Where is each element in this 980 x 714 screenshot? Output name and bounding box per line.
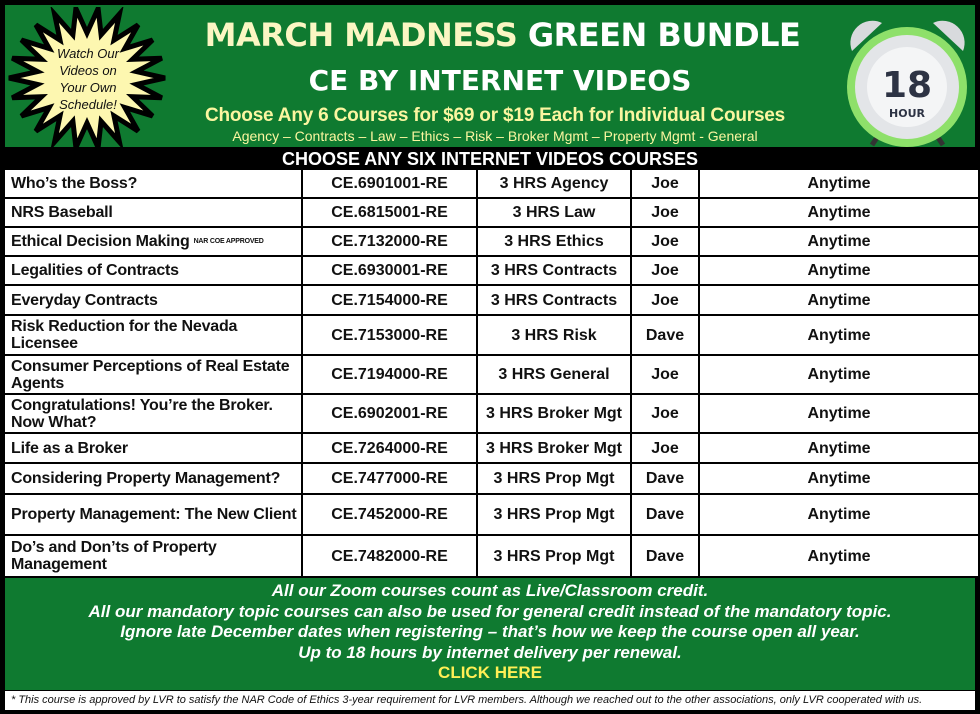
course-schedule xyxy=(700,356,978,393)
course-instructor-text: Joe xyxy=(651,405,679,422)
course-hours xyxy=(478,228,632,255)
course-hours-text: 3 HRS Contracts xyxy=(490,291,618,309)
course-hours-text: 3 HRS Contracts xyxy=(490,262,618,279)
course-code-text: CE.6815001-RE xyxy=(331,204,448,221)
course-hours xyxy=(478,434,632,462)
course-title-text: Life as a Broker xyxy=(11,439,128,457)
course-hours-text: 3 HRS Broker Mgt xyxy=(485,439,623,457)
course-code xyxy=(303,536,478,576)
footer-line: All our mandatory topic courses can also be used for general credit instead of the mandatory topic. xyxy=(88,601,892,621)
starburst-text xyxy=(38,45,138,113)
course-hours-text: 3 HRS Risk xyxy=(511,326,597,344)
course-instructor-text: Dave xyxy=(645,470,685,487)
course-instructor-text: Dave xyxy=(645,506,685,523)
burst-line: Videos on xyxy=(59,63,117,78)
click-here-link[interactable]: CLICK HERE xyxy=(438,663,542,682)
burst-line: Schedule! xyxy=(59,97,117,112)
alarm-clock-icon xyxy=(840,13,975,148)
course-schedule-text: Anytime xyxy=(807,175,871,192)
course-instructor xyxy=(632,228,700,255)
info-footer xyxy=(5,578,975,690)
course-hours xyxy=(478,257,632,284)
course-schedule xyxy=(700,257,978,284)
course-code-text: CE.7477000-RE xyxy=(331,470,448,487)
table-row[interactable] xyxy=(5,199,978,228)
footer-line: Up to 18 hours by internet delivery per renewal. xyxy=(298,642,682,662)
course-hours xyxy=(478,286,632,314)
course-code xyxy=(303,286,478,314)
course-schedule xyxy=(700,395,978,432)
course-title-text: Everyday Contracts xyxy=(11,291,158,309)
course-title xyxy=(5,199,303,226)
course-hours xyxy=(478,356,632,393)
course-schedule xyxy=(700,536,978,576)
table-row[interactable] xyxy=(5,228,978,257)
course-code-text: CE.6902001-RE xyxy=(331,405,448,422)
course-code xyxy=(303,356,478,393)
course-schedule-text: Anytime xyxy=(807,291,871,309)
course-schedule-text: Anytime xyxy=(807,547,871,565)
course-schedule xyxy=(700,495,978,534)
course-title xyxy=(5,536,303,576)
table-row[interactable] xyxy=(5,464,978,495)
course-instructor xyxy=(632,395,700,432)
course-instructor-text: Joe xyxy=(651,366,679,383)
table-row[interactable] xyxy=(5,536,978,578)
topics-text: Agency – Contracts – Law – Ethics – Risk – Broker Mgmt – Property Mgmt - General xyxy=(232,128,758,144)
offer-text: Choose Any 6 Courses for $69 or $19 Each for Individual Courses xyxy=(204,105,786,126)
course-code-text: CE.7153000-RE xyxy=(331,326,448,344)
course-instructor-text: Dave xyxy=(645,547,685,565)
course-hours xyxy=(478,464,632,493)
course-hours xyxy=(478,536,632,576)
course-code-text: CE.7452000-RE xyxy=(331,506,448,523)
course-title xyxy=(5,228,303,255)
course-title xyxy=(5,356,303,393)
course-hours-text: 3 HRS Broker Mgt xyxy=(485,405,623,422)
course-instructor xyxy=(632,356,700,393)
table-row[interactable] xyxy=(5,170,978,199)
table-row[interactable] xyxy=(5,257,978,286)
course-title-text: Legalities of Contracts xyxy=(11,262,179,279)
burst-line: Your Own xyxy=(59,80,117,95)
course-code-text: CE.7482000-RE xyxy=(331,547,448,565)
course-instructor xyxy=(632,464,700,493)
course-code-text: CE.7264000-RE xyxy=(331,439,448,457)
table-title: CHOOSE ANY SIX INTERNET VIDEOS COURSES xyxy=(281,149,699,169)
course-hours-text: 3 HRS Prop Mgt xyxy=(493,547,615,565)
course-hours-text: 3 HRS General xyxy=(498,366,610,383)
course-title-text: Ethical Decision Making xyxy=(11,233,190,250)
course-title-text: Who’s the Boss? xyxy=(11,175,138,192)
course-code xyxy=(303,316,478,354)
course-title-text: Risk Reduction for the Nevada Licensee xyxy=(11,318,238,352)
course-hours-text: 3 HRS Prop Mgt xyxy=(493,506,615,523)
table-row[interactable] xyxy=(5,356,978,395)
course-schedule xyxy=(700,228,978,255)
banner-header xyxy=(5,5,975,147)
course-schedule-text: Anytime xyxy=(807,366,871,383)
course-code xyxy=(303,395,478,432)
course-title-text: NRS Baseball xyxy=(11,204,113,221)
course-instructor-text: Joe xyxy=(651,291,679,309)
course-code-text: CE.7132000-RE xyxy=(331,233,448,250)
course-hours-text: 3 HRS Ethics xyxy=(504,233,604,250)
page-title xyxy=(165,15,840,59)
course-hours-text: 3 HRS Law xyxy=(512,204,596,221)
course-title-text: Considering Property Management? xyxy=(11,470,281,487)
course-schedule-text: Anytime xyxy=(807,439,871,457)
course-schedule-text: Anytime xyxy=(807,262,871,279)
course-title-text: Do’s and Don’ts of Property Management xyxy=(11,539,217,573)
table-row[interactable] xyxy=(5,495,978,536)
burst-line: Watch Our xyxy=(57,46,119,61)
course-schedule-text: Anytime xyxy=(807,233,871,250)
course-schedule-text: Anytime xyxy=(807,506,871,523)
course-schedule-text: Anytime xyxy=(807,405,871,422)
footer-line: All our Zoom courses count as Live/Classroom credit. xyxy=(271,581,709,600)
course-instructor xyxy=(632,495,700,534)
course-instructor xyxy=(632,199,700,226)
course-hours-text: 3 HRS Prop Mgt xyxy=(493,470,615,487)
title-main: MARCH MADNESS xyxy=(204,16,518,54)
course-instructor xyxy=(632,434,700,462)
clock-label: HOUR xyxy=(889,107,925,120)
course-code xyxy=(303,170,478,197)
course-instructor xyxy=(632,257,700,284)
course-instructor-text: Joe xyxy=(651,175,679,192)
course-instructor-text: Joe xyxy=(651,262,679,279)
course-schedule-text: Anytime xyxy=(807,326,871,344)
course-instructor-text: Dave xyxy=(645,326,685,344)
course-title xyxy=(5,495,303,534)
course-title xyxy=(5,286,303,314)
course-instructor xyxy=(632,536,700,576)
course-instructor-text: Joe xyxy=(651,204,679,221)
course-hours-text: 3 HRS Agency xyxy=(499,175,609,192)
course-hours xyxy=(478,170,632,197)
course-table xyxy=(5,170,978,578)
course-schedule-text: Anytime xyxy=(807,470,871,487)
course-code-text: CE.7194000-RE xyxy=(331,366,448,383)
course-instructor xyxy=(632,316,700,354)
clock-number: 18 xyxy=(881,65,933,106)
course-code xyxy=(303,257,478,284)
course-schedule xyxy=(700,316,978,354)
footnote: * This course is approved by LVR to satisfy the NAR Code of Ethics 3-year requirement for LVR members. Although we reached out to the other associations, only LVR cooperated with us. xyxy=(5,691,975,710)
footer-line: Ignore late December dates when registering – that’s how we keep the course open all year. xyxy=(120,622,860,641)
course-code-text: CE.7154000-RE xyxy=(331,291,448,309)
course-schedule xyxy=(700,286,978,314)
subtitle: CE BY INTERNET VIDEOS xyxy=(308,64,692,97)
course-hours xyxy=(478,495,632,534)
course-code xyxy=(303,434,478,462)
course-hours xyxy=(478,316,632,354)
course-code-text: CE.6901001-RE xyxy=(331,175,448,192)
course-instructor-text: Joe xyxy=(651,233,679,250)
course-schedule xyxy=(700,170,978,197)
course-title xyxy=(5,434,303,462)
table-row[interactable] xyxy=(5,434,978,464)
course-instructor xyxy=(632,286,700,314)
course-code-text: CE.6930001-RE xyxy=(331,262,448,279)
nar-approved-note: NAR COE APPROVED xyxy=(193,238,264,245)
course-title xyxy=(5,316,303,354)
table-row[interactable] xyxy=(5,286,978,316)
course-title xyxy=(5,257,303,284)
course-schedule xyxy=(700,434,978,462)
course-code xyxy=(303,464,478,493)
course-title-text: Congratulations! You’re the Broker. Now What? xyxy=(11,396,273,431)
course-title-text: Consumer Perceptions of Real Estate Agents xyxy=(11,357,290,392)
course-instructor-text: Joe xyxy=(651,439,679,457)
course-instructor xyxy=(632,170,700,197)
title-accent: GREEN BUNDLE xyxy=(527,16,801,54)
course-schedule xyxy=(700,464,978,493)
course-hours xyxy=(478,395,632,432)
table-row[interactable] xyxy=(5,316,978,356)
course-code xyxy=(303,495,478,534)
course-schedule xyxy=(700,199,978,226)
course-title-text: Property Management: The New Client xyxy=(11,506,297,523)
table-row[interactable] xyxy=(5,395,978,434)
course-schedule-text: Anytime xyxy=(807,204,871,221)
course-title xyxy=(5,170,303,197)
course-code xyxy=(303,228,478,255)
course-title xyxy=(5,395,303,432)
course-code xyxy=(303,199,478,226)
course-hours xyxy=(478,199,632,226)
course-title xyxy=(5,464,303,493)
